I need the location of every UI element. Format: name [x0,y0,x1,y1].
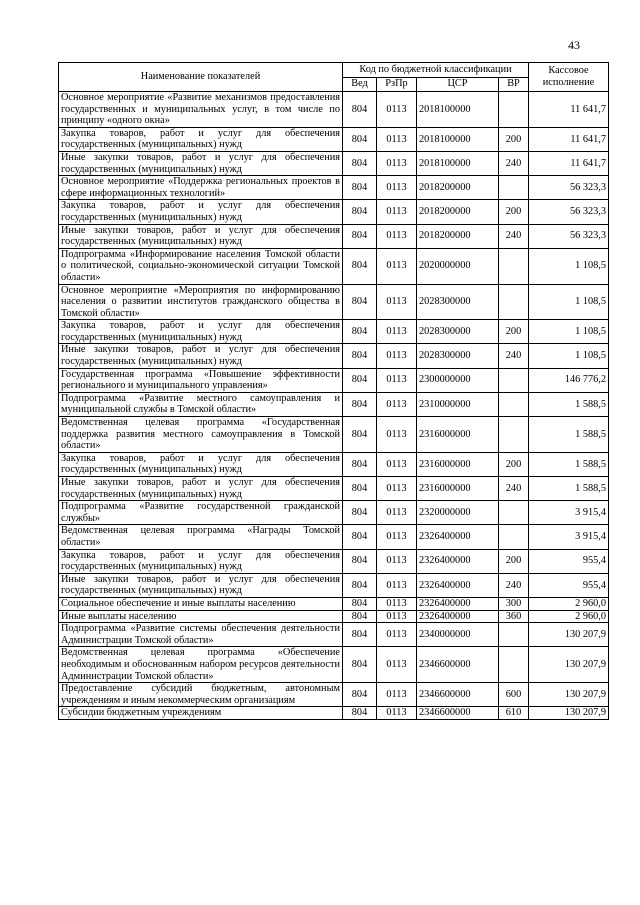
table-row [59,284,609,320]
table-row [59,320,609,344]
cell-rzpr: 0113 [377,452,417,476]
cell-name: Субсидии бюджетным учреждениям [59,707,343,720]
cell-csr: 2316000000 [417,417,499,453]
cell-amount: 1 588,5 [529,417,609,453]
cell-name: Иные закупки товаров, работ и услуг для обеспечения государственных (муниципальных) нужд [59,151,343,175]
table-row [59,501,609,525]
cell-vr [499,501,529,525]
cell-vr: 200 [499,200,529,224]
table-row [59,477,609,501]
cell-vr: 240 [499,224,529,248]
cell-csr: 2310000000 [417,392,499,416]
cell-name: Государственная программа «Повышение эффективности регионального и муниципального управления» [59,368,343,392]
header-rzpr: РзПр [377,77,417,92]
cell-name: Закупка товаров, работ и услуг для обеспечения государственных (муниципальных) нужд [59,549,343,573]
cell-name: Ведомственная целевая программа «Государственная поддержка развития местного самоуправления в Томской области» [59,417,343,453]
cell-name: Закупка товаров, работ и услуг для обеспечения государственных (муниципальных) нужд [59,200,343,224]
cell-csr: 2018100000 [417,92,499,128]
cell-ved: 804 [343,610,377,623]
cell-name: Подпрограмма «Развитие государственной гражданской службы» [59,501,343,525]
cell-ved: 804 [343,623,377,647]
table-row [59,647,609,683]
cell-vr [499,368,529,392]
cell-amount: 1 588,5 [529,477,609,501]
cell-name: Подпрограмма «Развитие местного самоуправления и муниципальной службы в Томской области» [59,392,343,416]
header-vr: ВР [499,77,529,92]
cell-vr: 240 [499,344,529,368]
cell-csr: 2028300000 [417,320,499,344]
cell-name: Иные закупки товаров, работ и услуг для обеспечения государственных (муниципальных) нужд [59,344,343,368]
cell-ved: 804 [343,127,377,151]
table-row [59,127,609,151]
cell-amount: 1 588,5 [529,452,609,476]
cell-ved: 804 [343,368,377,392]
cell-name: Ведомственная целевая программа «Награды Томской области» [59,525,343,549]
cell-csr: 2326400000 [417,597,499,610]
cell-rzpr: 0113 [377,368,417,392]
cell-rzpr: 0113 [377,92,417,128]
cell-ved: 804 [343,647,377,683]
cell-name: Основное мероприятие «Поддержка региональных проектов в сфере информационных технологий» [59,176,343,200]
cell-amount: 1 108,5 [529,320,609,344]
table-row [59,248,609,284]
cell-amount: 1 108,5 [529,284,609,320]
cell-rzpr: 0113 [377,248,417,284]
cell-amount: 130 207,9 [529,623,609,647]
header-code-group: Код по бюджетной классификации [343,63,529,78]
cell-name: Иные закупки товаров, работ и услуг для обеспечения государственных (муниципальных) нужд [59,573,343,597]
cell-rzpr: 0113 [377,597,417,610]
cell-name: Основное мероприятие «Мероприятия по информированию населения о развитии институтов гражданского общества в Томской области» [59,284,343,320]
cell-name: Закупка товаров, работ и услуг для обеспечения государственных (муниципальных) нужд [59,320,343,344]
header-amount: Кассовое исполнение [529,63,609,92]
cell-csr: 2326400000 [417,610,499,623]
cell-ved: 804 [343,151,377,175]
table-row [59,623,609,647]
cell-amount: 146 776,2 [529,368,609,392]
cell-amount: 955,4 [529,573,609,597]
table-row [59,417,609,453]
cell-csr: 2346600000 [417,647,499,683]
cell-amount: 3 915,4 [529,525,609,549]
cell-vr [499,248,529,284]
cell-csr: 2018100000 [417,151,499,175]
table-row [59,344,609,368]
cell-vr: 360 [499,610,529,623]
cell-ved: 804 [343,525,377,549]
cell-rzpr: 0113 [377,417,417,453]
table-row [59,92,609,128]
cell-rzpr: 0113 [377,127,417,151]
cell-vr: 200 [499,127,529,151]
cell-vr: 240 [499,573,529,597]
cell-ved: 804 [343,501,377,525]
cell-ved: 804 [343,683,377,707]
cell-vr [499,647,529,683]
cell-amount: 2 960,0 [529,610,609,623]
table-row [59,597,609,610]
cell-csr: 2020000000 [417,248,499,284]
cell-amount: 56 323,3 [529,200,609,224]
page-number: 43 [568,38,580,52]
cell-vr [499,92,529,128]
cell-csr: 2018200000 [417,200,499,224]
cell-amount: 130 207,9 [529,683,609,707]
cell-rzpr: 0113 [377,200,417,224]
cell-ved: 804 [343,573,377,597]
cell-ved: 804 [343,224,377,248]
cell-ved: 804 [343,284,377,320]
cell-name: Иные закупки товаров, работ и услуг для обеспечения государственных (муниципальных) нужд [59,224,343,248]
cell-amount: 2 960,0 [529,597,609,610]
cell-vr: 200 [499,549,529,573]
cell-rzpr: 0113 [377,176,417,200]
cell-name: Подпрограмма «Развитие системы обеспечения деятельности Администрации Томской области» [59,623,343,647]
cell-name: Закупка товаров, работ и услуг для обеспечения государственных (муниципальных) нужд [59,452,343,476]
cell-csr: 2316000000 [417,452,499,476]
table-row [59,452,609,476]
cell-vr: 600 [499,683,529,707]
cell-amount: 11 641,7 [529,92,609,128]
header-name: Наименование показателей [59,63,343,92]
cell-rzpr: 0113 [377,573,417,597]
cell-csr: 2346600000 [417,707,499,720]
cell-vr [499,392,529,416]
cell-csr: 2340000000 [417,623,499,647]
cell-ved: 804 [343,248,377,284]
cell-rzpr: 0113 [377,320,417,344]
cell-rzpr: 0113 [377,477,417,501]
cell-amount: 3 915,4 [529,501,609,525]
cell-rzpr: 0113 [377,151,417,175]
cell-vr [499,284,529,320]
cell-csr: 2028300000 [417,344,499,368]
cell-ved: 804 [343,417,377,453]
cell-vr: 200 [499,452,529,476]
cell-csr: 2300000000 [417,368,499,392]
cell-ved: 804 [343,92,377,128]
cell-csr: 2346600000 [417,683,499,707]
cell-vr [499,176,529,200]
table-row [59,610,609,623]
cell-csr: 2316000000 [417,477,499,501]
cell-vr: 610 [499,707,529,720]
cell-amount: 56 323,3 [529,224,609,248]
cell-rzpr: 0113 [377,284,417,320]
cell-ved: 804 [343,320,377,344]
cell-name: Основное мероприятие «Развитие механизмов предоставления государственных и муниципальных услуг, в том числе по принципу «одного окна» [59,92,343,128]
table-row [59,200,609,224]
cell-rzpr: 0113 [377,610,417,623]
table-row [59,573,609,597]
cell-rzpr: 0113 [377,707,417,720]
cell-csr: 2326400000 [417,573,499,597]
cell-rzpr: 0113 [377,501,417,525]
cell-amount: 955,4 [529,549,609,573]
cell-rzpr: 0113 [377,683,417,707]
header-csr: ЦСР [417,77,499,92]
cell-vr: 300 [499,597,529,610]
cell-name: Подпрограмма «Информирование населения Томской области о политической, социально-экономической ситуации Томской области» [59,248,343,284]
cell-name: Социальное обеспечение и иные выплаты населению [59,597,343,610]
cell-rzpr: 0113 [377,647,417,683]
table-row [59,549,609,573]
cell-vr [499,417,529,453]
header-ved: Вед [343,77,377,92]
table-row [59,392,609,416]
cell-name: Предоставление субсидий бюджетным, автономным учреждениям и иным некоммерческим организациям [59,683,343,707]
cell-ved: 804 [343,176,377,200]
cell-amount: 11 641,7 [529,127,609,151]
cell-name: Иные выплаты населению [59,610,343,623]
table-row [59,368,609,392]
cell-rzpr: 0113 [377,525,417,549]
cell-amount: 11 641,7 [529,151,609,175]
cell-csr: 2018200000 [417,224,499,248]
cell-rzpr: 0113 [377,392,417,416]
cell-ved: 804 [343,549,377,573]
cell-csr: 2018200000 [417,176,499,200]
cell-csr: 2320000000 [417,501,499,525]
cell-csr: 2018100000 [417,127,499,151]
cell-vr [499,525,529,549]
cell-name: Ведомственная целевая программа «Обеспечение необходимым и обоснованным набором ресурсов деятельности Администрации Томской области» [59,647,343,683]
cell-vr [499,623,529,647]
cell-ved: 804 [343,707,377,720]
cell-vr: 240 [499,151,529,175]
table-row [59,224,609,248]
table-body [59,92,609,720]
table-row [59,683,609,707]
cell-ved: 804 [343,344,377,368]
cell-amount: 130 207,9 [529,707,609,720]
cell-amount: 1 588,5 [529,392,609,416]
cell-rzpr: 0113 [377,549,417,573]
cell-rzpr: 0113 [377,344,417,368]
cell-vr: 240 [499,477,529,501]
cell-csr: 2028300000 [417,284,499,320]
cell-name: Закупка товаров, работ и услуг для обеспечения государственных (муниципальных) нужд [59,127,343,151]
cell-csr: 2326400000 [417,549,499,573]
cell-ved: 804 [343,200,377,224]
cell-amount: 56 323,3 [529,176,609,200]
cell-ved: 804 [343,392,377,416]
table-row [59,176,609,200]
cell-amount: 1 108,5 [529,248,609,284]
cell-rzpr: 0113 [377,224,417,248]
budget-table [58,62,609,720]
cell-vr: 200 [499,320,529,344]
cell-csr: 2326400000 [417,525,499,549]
table-row [59,707,609,720]
cell-rzpr: 0113 [377,623,417,647]
cell-ved: 804 [343,477,377,501]
table-row [59,525,609,549]
cell-ved: 804 [343,597,377,610]
cell-ved: 804 [343,452,377,476]
cell-amount: 1 108,5 [529,344,609,368]
cell-amount: 130 207,9 [529,647,609,683]
table-row [59,151,609,175]
cell-name: Иные закупки товаров, работ и услуг для обеспечения государственных (муниципальных) нужд [59,477,343,501]
